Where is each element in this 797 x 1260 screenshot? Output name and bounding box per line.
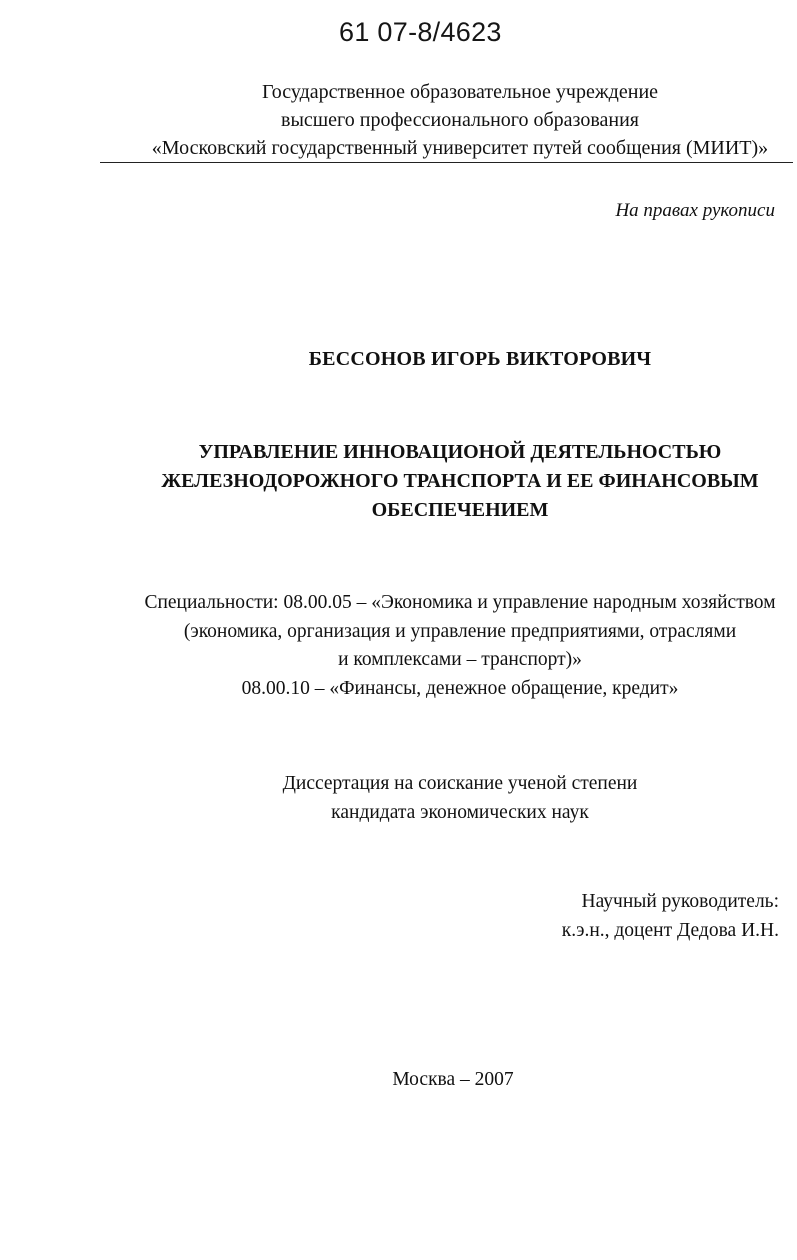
author-name: БЕССОНОВ ИГОРЬ ВИКТОРОВИЧ (308, 348, 652, 370)
specialty-line-3: и комплексами – транспорт)» (338, 649, 582, 670)
degree-line-1: Диссертация на соискание ученой степени (282, 773, 638, 794)
city-year: Москва – 2007 (392, 1069, 514, 1090)
advisor-block (562, 887, 779, 945)
title-line-1: УПРАВЛЕНИЕ ИННОВАЦИОНОЙ ДЕЯТЕЛЬНОСТЬЮ (198, 441, 722, 463)
advisor-label: Научный руководитель: (581, 891, 779, 912)
institution-line-3: «Московский государственный университет путей сообщения (МИИТ)» (151, 137, 769, 159)
dissertation-degree-block (100, 769, 797, 827)
institution-block (90, 78, 797, 162)
specialty-line-1: Специальности: 08.00.05 – «Экономика и управление народным хозяйством (144, 592, 776, 613)
rights-note: На правах рукописи (615, 200, 775, 221)
title-line-2: ЖЕЛЕЗНОДОРОЖНОГО ТРАНСПОРТА И ЕЕ ФИНАНСОВЫМ (161, 470, 759, 492)
title-line-3: ОБЕСПЕЧЕНИЕМ (371, 499, 549, 521)
specialty-line-2: (экономика, организация и управление предприятиями, отраслями (183, 620, 737, 642)
institution-line-1: Государственное образовательное учреждение (261, 81, 659, 103)
specialties-block (100, 589, 797, 703)
degree-line-2: кандидата экономических наук (331, 802, 589, 823)
institution-underline-divider (100, 162, 793, 163)
institution-line-2: высшего профессионального образования (281, 109, 639, 131)
archive-stamp-number: 61 07-8/4623 (339, 17, 502, 47)
advisor-name: к.э.н., доцент Дедова И.Н. (561, 920, 779, 941)
dissertation-title (100, 438, 797, 525)
specialty-line-4: 08.00.10 – «Финансы, денежное обращение, кредит» (241, 677, 679, 699)
